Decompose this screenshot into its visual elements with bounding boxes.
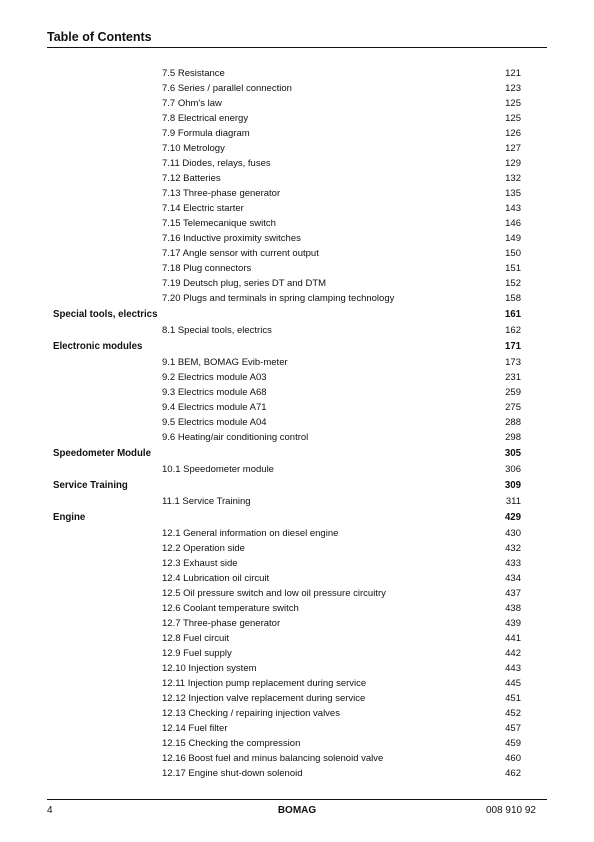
- toc-entry-title: 12.11 Injection pump replacement during service: [162, 678, 367, 689]
- toc-entry-title: 7.5 Resistance: [162, 68, 225, 79]
- toc-page-number: 438: [505, 603, 521, 614]
- toc-entry-row[interactable]: [0, 462, 594, 477]
- toc-entry-title: 7.8 Electrical energy: [162, 113, 249, 124]
- toc-entry-row[interactable]: [0, 323, 594, 338]
- toc-entry-row[interactable]: [0, 691, 594, 706]
- toc-entry-title: 12.1 General information on diesel engine: [162, 528, 339, 539]
- toc-section-row[interactable]: [0, 338, 594, 355]
- toc-entry-title: 12.16 Boost fuel and minus balancing solenoid valve: [162, 753, 384, 764]
- toc-entry-row[interactable]: [0, 661, 594, 676]
- toc-page-number: 150: [505, 248, 521, 259]
- toc-page-number: 459: [505, 738, 521, 749]
- toc-entry-title: 12.9 Fuel supply: [162, 648, 232, 659]
- toc-page-number: 158: [505, 293, 521, 304]
- toc-entry-row[interactable]: [0, 246, 594, 261]
- toc-entry-row[interactable]: [0, 141, 594, 156]
- toc-entry-title: 9.5 Electrics module A04: [162, 417, 267, 428]
- toc-entry-row[interactable]: [0, 430, 594, 445]
- toc-entry-row[interactable]: [0, 231, 594, 246]
- toc-page-number: 135: [505, 188, 521, 199]
- toc-section-title: Service Training: [53, 480, 128, 491]
- toc-entry-title: 12.17 Engine shut-down solenoid: [162, 768, 303, 779]
- footer-page-number: 4: [47, 805, 53, 816]
- toc-page-number: 460: [505, 753, 521, 764]
- toc-entry-title: 7.15 Telemecanique switch: [162, 218, 276, 229]
- table-of-contents: [0, 66, 594, 781]
- toc-entry-row[interactable]: [0, 676, 594, 691]
- toc-entry-row[interactable]: [0, 96, 594, 111]
- toc-page-number: 123: [505, 83, 521, 94]
- toc-entry-title: 12.15 Checking the compression: [162, 738, 301, 749]
- toc-page-number: 457: [505, 723, 521, 734]
- toc-entry-title: 9.1 BEM, BOMAG Evib-meter: [162, 357, 288, 368]
- toc-entry-title: 12.7 Three-phase generator: [162, 618, 281, 629]
- toc-entry-title: 12.2 Operation side: [162, 543, 245, 554]
- toc-page-number: 443: [505, 663, 521, 674]
- toc-entry-title: 7.12 Batteries: [162, 173, 221, 184]
- toc-section-row[interactable]: [0, 509, 594, 526]
- toc-entry-row[interactable]: [0, 556, 594, 571]
- toc-entry-row[interactable]: [0, 586, 594, 601]
- header-divider: [47, 47, 547, 48]
- toc-entry-title: 10.1 Speedometer module: [162, 464, 274, 475]
- toc-page-number: 162: [505, 325, 521, 336]
- toc-page-number: 437: [505, 588, 521, 599]
- toc-entry-row[interactable]: [0, 261, 594, 276]
- toc-page-number: 125: [505, 98, 521, 109]
- toc-page-number: 171: [504, 341, 521, 352]
- toc-entry-row[interactable]: [0, 736, 594, 751]
- toc-entry-title: 12.8 Fuel circuit: [162, 633, 230, 644]
- toc-entry-row[interactable]: [0, 706, 594, 721]
- toc-page-number: 306: [505, 464, 521, 475]
- toc-entry-title: 12.5 Oil pressure switch and low oil pressure circuitry: [162, 588, 386, 599]
- toc-entry-title: 12.10 Injection system: [162, 663, 257, 674]
- toc-page-number: 143: [505, 203, 521, 214]
- toc-entry-row[interactable]: [0, 276, 594, 291]
- toc-entry-title: 11.1 Service Training: [162, 496, 251, 507]
- toc-entry-row[interactable]: [0, 201, 594, 216]
- toc-page-number: 126: [505, 128, 521, 139]
- toc-entry-title: 12.12 Injection valve replacement during service: [162, 693, 366, 704]
- toc-entry-row[interactable]: [0, 171, 594, 186]
- toc-page-number: 275: [505, 402, 521, 413]
- toc-page-number: 433: [505, 558, 521, 569]
- toc-section-title: Electronic modules: [53, 341, 143, 352]
- toc-section-row[interactable]: [0, 445, 594, 462]
- toc-page-number: 127: [505, 143, 521, 154]
- toc-entry-title: 7.17 Angle sensor with current output: [162, 248, 319, 259]
- toc-page-number: 439: [505, 618, 521, 629]
- toc-page-number: 429: [504, 512, 521, 523]
- toc-entry-row[interactable]: [0, 126, 594, 141]
- toc-section-row[interactable]: [0, 477, 594, 494]
- toc-entry-row[interactable]: [0, 186, 594, 201]
- toc-entry-row[interactable]: [0, 111, 594, 126]
- toc-entry-row[interactable]: [0, 494, 594, 509]
- toc-section-title: Engine: [53, 512, 86, 523]
- toc-page-number: 173: [505, 357, 521, 368]
- toc-entry-row[interactable]: [0, 631, 594, 646]
- toc-page-number: 146: [505, 218, 521, 229]
- toc-page-number: 132: [505, 173, 521, 184]
- footer-brand: BOMAG: [277, 805, 317, 816]
- toc-entry-row[interactable]: [0, 646, 594, 661]
- toc-entry-title: 8.1 Special tools, electrics: [162, 325, 272, 336]
- toc-entry-title: 9.2 Electrics module A03: [162, 372, 267, 383]
- toc-entry-row[interactable]: [0, 355, 594, 370]
- toc-entry-title: 9.6 Heating/air conditioning control: [162, 432, 309, 443]
- toc-page-number: 441: [505, 633, 521, 644]
- toc-page-number: 452: [505, 708, 521, 719]
- toc-page-number: 430: [505, 528, 521, 539]
- toc-page-number: 442: [505, 648, 521, 659]
- toc-entry-title: 7.16 Inductive proximity switches: [162, 233, 301, 244]
- toc-entry-title: 12.13 Checking / repairing injection valves: [162, 708, 340, 719]
- toc-page-number: 451: [505, 693, 521, 704]
- toc-entry-row[interactable]: [0, 66, 594, 81]
- toc-page-number: 309: [504, 480, 521, 491]
- toc-entry-title: 7.7 Ohm's law: [162, 98, 222, 109]
- toc-entry-row[interactable]: [0, 415, 594, 430]
- footer-divider: [47, 799, 547, 800]
- toc-page-number: 432: [505, 543, 521, 554]
- toc-section-title: Special tools, electrics: [53, 309, 158, 320]
- toc-entry-title: 7.13 Three-phase generator: [162, 188, 281, 199]
- toc-entry-title: 12.3 Exhaust side: [162, 558, 238, 569]
- toc-entry-row[interactable]: [0, 291, 594, 306]
- toc-entry-title: 7.11 Diodes, relays, fuses: [162, 158, 271, 169]
- toc-page-number: 121: [505, 68, 521, 79]
- toc-entry-title: 7.6 Series / parallel connection: [162, 83, 292, 94]
- toc-entry-row[interactable]: [0, 526, 594, 541]
- toc-entry-row[interactable]: [0, 571, 594, 586]
- toc-entry-row[interactable]: [0, 216, 594, 231]
- toc-page-number: 305: [504, 448, 521, 459]
- toc-page-number: 259: [505, 387, 521, 398]
- page-title: Table of Contents: [47, 30, 152, 44]
- toc-entry-row[interactable]: [0, 766, 594, 781]
- toc-entry-row[interactable]: [0, 81, 594, 96]
- toc-entry-title: 9.3 Electrics module A68: [162, 387, 267, 398]
- toc-entry-row[interactable]: [0, 601, 594, 616]
- toc-page-number: 161: [504, 309, 521, 320]
- toc-entry-title: 12.6 Coolant temperature switch: [162, 603, 299, 614]
- toc-page-number: 149: [505, 233, 521, 244]
- toc-page-number: 445: [505, 678, 521, 689]
- toc-entry-row[interactable]: [0, 721, 594, 736]
- toc-entry-title: 9.4 Electrics module A71: [162, 402, 267, 413]
- toc-entry-row[interactable]: [0, 156, 594, 171]
- toc-page-number: 288: [505, 417, 521, 428]
- toc-section-title: Speedometer Module: [53, 448, 151, 459]
- toc-entry-row[interactable]: [0, 616, 594, 631]
- toc-entry-row[interactable]: [0, 400, 594, 415]
- toc-page-number: 462: [505, 768, 521, 779]
- toc-entry-row[interactable]: [0, 541, 594, 556]
- toc-entry-title: 7.19 Deutsch plug, series DT and DTM: [162, 278, 327, 289]
- toc-entry-title: 7.20 Plugs and terminals in spring clamping technology: [162, 293, 395, 304]
- toc-entry-row[interactable]: [0, 385, 594, 400]
- toc-entry-title: 7.9 Formula diagram: [162, 128, 250, 139]
- toc-entry-title: 12.4 Lubrication oil circuit: [162, 573, 270, 584]
- toc-page-number: 125: [505, 113, 521, 124]
- toc-page-number: 231: [505, 372, 521, 383]
- toc-page-number: 152: [505, 278, 521, 289]
- footer-doc-number: 008 910 92: [485, 805, 536, 816]
- toc-page-number: 434: [505, 573, 521, 584]
- toc-entry-title: 12.14 Fuel filter: [162, 723, 228, 734]
- toc-section-row[interactable]: [0, 306, 594, 323]
- toc-entry-title: 7.10 Metrology: [162, 143, 225, 154]
- toc-entry-title: 7.18 Plug connectors: [162, 263, 252, 274]
- toc-entry-title: 7.14 Electric starter: [162, 203, 244, 214]
- toc-page-number: 151: [505, 263, 521, 274]
- toc-page-number: 129: [505, 158, 521, 169]
- toc-page-number: 298: [505, 432, 521, 443]
- toc-page-number: 311: [505, 496, 521, 507]
- toc-entry-row[interactable]: [0, 370, 594, 385]
- toc-entry-row[interactable]: [0, 751, 594, 766]
